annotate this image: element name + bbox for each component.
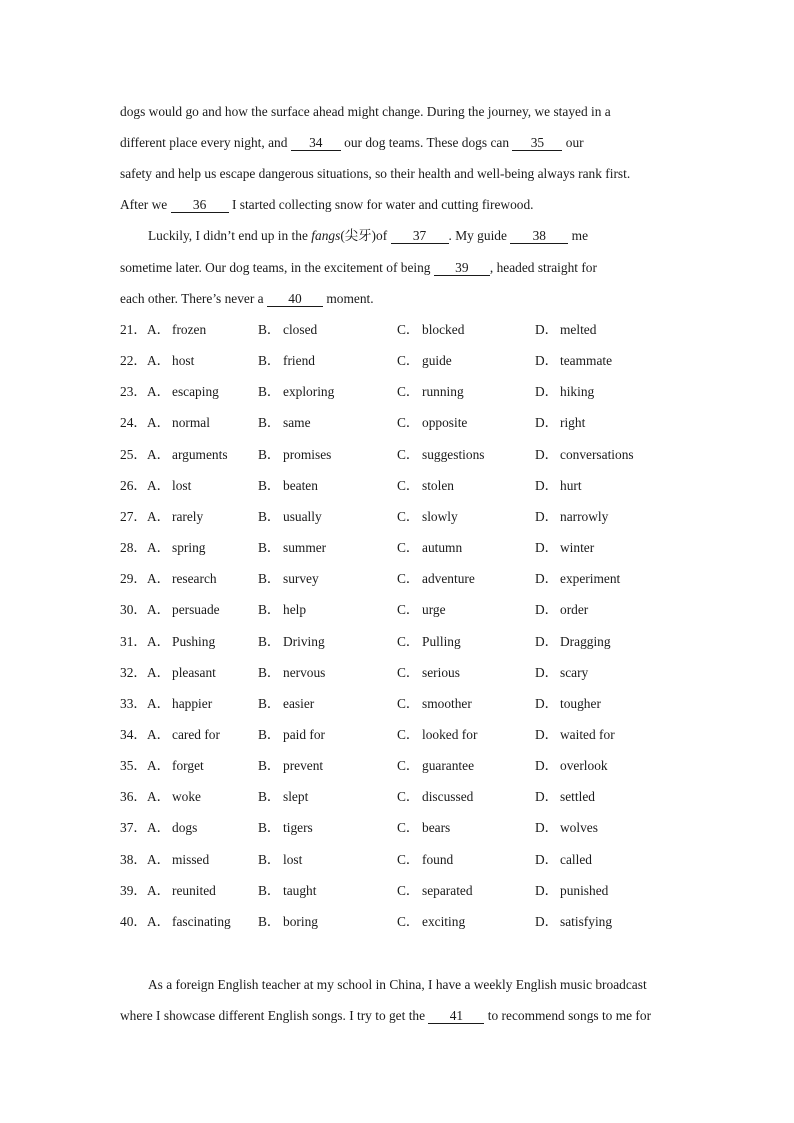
option-c[interactable] bbox=[397, 352, 452, 370]
option-c[interactable] bbox=[397, 477, 454, 495]
question-number: 39． bbox=[120, 883, 147, 898]
option-letter: B． bbox=[258, 509, 281, 524]
option-a[interactable] bbox=[147, 383, 219, 401]
option-b[interactable] bbox=[258, 819, 313, 837]
option-text: serious bbox=[422, 665, 460, 680]
option-text: called bbox=[560, 852, 592, 867]
option-text: help bbox=[283, 602, 307, 617]
option-a[interactable] bbox=[147, 601, 220, 619]
option-d[interactable] bbox=[535, 352, 612, 370]
option-text: separated bbox=[422, 883, 473, 898]
option-letter: A． bbox=[147, 384, 171, 399]
option-b[interactable] bbox=[258, 695, 314, 713]
option-b[interactable] bbox=[258, 446, 331, 464]
option-text: Pushing bbox=[172, 634, 216, 649]
option-text: hiking bbox=[560, 384, 595, 399]
option-a[interactable] bbox=[147, 882, 216, 900]
option-letter: C． bbox=[397, 540, 420, 555]
option-b[interactable] bbox=[258, 601, 306, 619]
option-d[interactable] bbox=[535, 788, 595, 806]
option-d[interactable] bbox=[535, 882, 608, 900]
option-text: suggestions bbox=[422, 447, 485, 462]
option-letter: C． bbox=[397, 665, 420, 680]
option-letter: D． bbox=[535, 852, 559, 867]
option-text: tougher bbox=[560, 696, 601, 711]
option-c[interactable] bbox=[397, 851, 453, 869]
passage-line-3: safety and help us escape dangerous situations, so their health and well-being always rank first. bbox=[120, 166, 631, 181]
option-text: fascinating bbox=[172, 914, 231, 929]
option-a[interactable] bbox=[147, 539, 205, 557]
option-b[interactable] bbox=[258, 757, 323, 775]
option-letter: C． bbox=[397, 727, 420, 742]
option-a[interactable] bbox=[147, 570, 217, 588]
option-text: easier bbox=[283, 696, 315, 711]
option-b[interactable] bbox=[258, 664, 325, 682]
option-text: dogs bbox=[172, 820, 198, 835]
option-letter: B． bbox=[258, 322, 281, 337]
option-text: cared for bbox=[172, 727, 220, 742]
option-b[interactable] bbox=[258, 321, 317, 339]
option-letter: C． bbox=[397, 415, 420, 430]
option-text: running bbox=[422, 384, 464, 399]
option-letter: B． bbox=[258, 696, 281, 711]
option-b[interactable] bbox=[258, 882, 316, 900]
option-d[interactable] bbox=[535, 477, 582, 495]
option-text: lost bbox=[283, 852, 303, 867]
option-letter: B． bbox=[258, 447, 281, 462]
option-text: lost bbox=[172, 478, 192, 493]
option-letter: C． bbox=[397, 478, 420, 493]
option-c[interactable] bbox=[397, 913, 465, 931]
option-text: boring bbox=[283, 914, 318, 929]
option-letter: C． bbox=[397, 602, 420, 617]
option-letter: A． bbox=[147, 634, 171, 649]
blank-37[interactable]: 37 bbox=[391, 229, 449, 244]
option-a[interactable] bbox=[147, 851, 209, 869]
option-letter: B． bbox=[258, 883, 281, 898]
option-text: normal bbox=[172, 415, 210, 430]
option-a[interactable] bbox=[147, 913, 231, 931]
option-text: punished bbox=[560, 883, 609, 898]
option-letter: D． bbox=[535, 602, 559, 617]
option-letter: D． bbox=[535, 384, 559, 399]
option-text: smoother bbox=[422, 696, 472, 711]
option-letter: C． bbox=[397, 384, 420, 399]
option-letter: D． bbox=[535, 883, 559, 898]
option-letter: D． bbox=[535, 478, 559, 493]
option-text: scary bbox=[560, 665, 589, 680]
option-a[interactable] bbox=[147, 819, 197, 837]
option-letter: C． bbox=[397, 447, 420, 462]
option-text: found bbox=[422, 852, 454, 867]
option-b[interactable] bbox=[258, 414, 311, 432]
option-c[interactable] bbox=[397, 570, 475, 588]
option-letter: C． bbox=[397, 509, 420, 524]
option-text: research bbox=[172, 571, 217, 586]
option-text: survey bbox=[283, 571, 319, 586]
option-d[interactable] bbox=[535, 321, 596, 339]
option-c[interactable] bbox=[397, 664, 460, 682]
option-text: Driving bbox=[283, 634, 325, 649]
option-d[interactable] bbox=[535, 446, 634, 464]
option-text: looked for bbox=[422, 727, 478, 742]
option-d[interactable] bbox=[535, 695, 601, 713]
option-c[interactable] bbox=[397, 539, 462, 557]
option-text: blocked bbox=[422, 322, 465, 337]
option-text: same bbox=[283, 415, 311, 430]
option-a[interactable] bbox=[147, 757, 204, 775]
blank-40[interactable]: 40 bbox=[267, 292, 323, 307]
option-d[interactable] bbox=[535, 414, 585, 432]
option-a[interactable] bbox=[147, 788, 201, 806]
question-number: 30． bbox=[120, 602, 147, 617]
option-letter: A． bbox=[147, 478, 171, 493]
option-letter: A． bbox=[147, 540, 171, 555]
option-text: taught bbox=[283, 883, 317, 898]
option-d[interactable] bbox=[535, 757, 608, 775]
option-letter: B． bbox=[258, 727, 281, 742]
blank-34[interactable]: 34 bbox=[291, 136, 341, 151]
option-text: discussed bbox=[422, 789, 474, 804]
passage-line-6: sometime later. Our dog teams, in the excitement of being 39 , headed straight for bbox=[120, 260, 597, 275]
question-number: 25． bbox=[120, 447, 147, 462]
option-text: guide bbox=[422, 353, 452, 368]
question-number: 21． bbox=[120, 322, 147, 337]
option-c[interactable] bbox=[397, 446, 485, 464]
passage-line-1: dogs would go and how the surface ahead might change. During the journey, we stayed in a bbox=[120, 104, 611, 119]
option-text: conversations bbox=[560, 447, 634, 462]
option-c[interactable] bbox=[397, 788, 473, 806]
option-letter: D． bbox=[535, 415, 559, 430]
fangs-word: fangs bbox=[311, 228, 341, 243]
option-text: teammate bbox=[560, 353, 613, 368]
option-letter: A． bbox=[147, 883, 171, 898]
option-letter: D． bbox=[535, 727, 559, 742]
option-text: woke bbox=[172, 789, 202, 804]
option-letter: B． bbox=[258, 384, 281, 399]
option-d[interactable] bbox=[535, 570, 620, 588]
option-text: stolen bbox=[422, 478, 454, 493]
option-text: hurt bbox=[560, 478, 582, 493]
passage-line-4: After we 36 I started collecting snow for water and cutting firewood. bbox=[120, 197, 534, 212]
option-letter: B． bbox=[258, 634, 281, 649]
option-text: overlook bbox=[560, 758, 608, 773]
option-letter: A． bbox=[147, 509, 171, 524]
option-letter: A． bbox=[147, 571, 171, 586]
option-text: right bbox=[560, 415, 586, 430]
option-letter: C． bbox=[397, 634, 420, 649]
option-text: opposite bbox=[422, 415, 468, 430]
option-text: spring bbox=[172, 540, 206, 555]
blank-38[interactable]: 38 bbox=[510, 229, 568, 244]
option-letter: B． bbox=[258, 789, 281, 804]
option-c[interactable] bbox=[397, 695, 472, 713]
option-text: slowly bbox=[422, 509, 458, 524]
option-letter: B． bbox=[258, 571, 281, 586]
question-number: 26． bbox=[120, 478, 147, 493]
option-d[interactable] bbox=[535, 383, 594, 401]
question-number: 38． bbox=[120, 852, 147, 867]
option-d[interactable] bbox=[535, 601, 588, 619]
option-letter: A． bbox=[147, 665, 171, 680]
option-b[interactable] bbox=[258, 570, 319, 588]
option-text: guarantee bbox=[422, 758, 475, 773]
option-letter: A． bbox=[147, 820, 171, 835]
option-letter: B． bbox=[258, 415, 281, 430]
question-number: 27． bbox=[120, 509, 147, 524]
blank-36[interactable]: 36 bbox=[171, 198, 229, 213]
question-number: 22． bbox=[120, 353, 147, 368]
option-letter: D． bbox=[535, 758, 559, 773]
option-a[interactable] bbox=[147, 695, 212, 713]
option-letter: A． bbox=[147, 727, 171, 742]
option-letter: C． bbox=[397, 820, 420, 835]
blank-39[interactable]: 39 bbox=[434, 261, 490, 276]
option-letter: B． bbox=[258, 540, 281, 555]
option-letter: D． bbox=[535, 789, 559, 804]
question-number: 40． bbox=[120, 914, 147, 929]
option-text: exploring bbox=[283, 384, 335, 399]
option-text: usually bbox=[283, 509, 322, 524]
option-text: frozen bbox=[172, 322, 207, 337]
option-c[interactable] bbox=[397, 508, 458, 526]
option-c[interactable] bbox=[397, 414, 467, 432]
option-text: order bbox=[560, 602, 589, 617]
option-text: escaping bbox=[172, 384, 219, 399]
option-b[interactable] bbox=[258, 788, 308, 806]
option-d[interactable] bbox=[535, 851, 592, 869]
option-text: adventure bbox=[422, 571, 475, 586]
option-b[interactable] bbox=[258, 352, 315, 370]
option-letter: A． bbox=[147, 415, 171, 430]
option-letter: A． bbox=[147, 758, 171, 773]
option-text: paid for bbox=[283, 727, 326, 742]
option-text: happier bbox=[172, 696, 213, 711]
option-text: missed bbox=[172, 852, 210, 867]
option-a[interactable] bbox=[147, 446, 228, 464]
option-text: persuade bbox=[172, 602, 220, 617]
option-text: rarely bbox=[172, 509, 204, 524]
option-c[interactable] bbox=[397, 601, 446, 619]
option-letter: C． bbox=[397, 883, 420, 898]
option-letter: C． bbox=[397, 789, 420, 804]
option-letter: D． bbox=[535, 447, 559, 462]
option-d[interactable] bbox=[535, 508, 608, 526]
option-c[interactable] bbox=[397, 757, 474, 775]
option-letter: B． bbox=[258, 820, 281, 835]
option-text: Pulling bbox=[422, 634, 461, 649]
question-number: 37． bbox=[120, 820, 147, 835]
option-letter: D． bbox=[535, 820, 559, 835]
option-d[interactable] bbox=[535, 633, 611, 651]
option-letter: B． bbox=[258, 353, 281, 368]
option-text: slept bbox=[283, 789, 309, 804]
passage-line-7: each other. There’s never a 40 moment. bbox=[120, 291, 374, 306]
option-d[interactable] bbox=[535, 664, 588, 682]
option-b[interactable] bbox=[258, 508, 322, 526]
option-letter: A． bbox=[147, 447, 171, 462]
question-number: 29． bbox=[120, 571, 147, 586]
option-text: closed bbox=[283, 322, 318, 337]
option-letter: D． bbox=[535, 665, 559, 680]
option-text: melted bbox=[560, 322, 597, 337]
option-text: host bbox=[172, 353, 195, 368]
option-c[interactable] bbox=[397, 819, 450, 837]
option-letter: D． bbox=[535, 696, 559, 711]
option-a[interactable] bbox=[147, 414, 210, 432]
option-letter: D． bbox=[535, 353, 559, 368]
option-letter: D． bbox=[535, 509, 559, 524]
blank-35[interactable]: 35 bbox=[512, 136, 562, 151]
question-number: 28． bbox=[120, 540, 147, 555]
option-letter: C． bbox=[397, 353, 420, 368]
option-b[interactable] bbox=[258, 633, 325, 651]
option-a[interactable] bbox=[147, 726, 220, 744]
option-d[interactable] bbox=[535, 913, 612, 931]
question-number: 24． bbox=[120, 415, 147, 430]
option-d[interactable] bbox=[535, 819, 598, 837]
option-letter: D． bbox=[535, 322, 559, 337]
option-d[interactable] bbox=[535, 726, 615, 744]
option-text: beaten bbox=[283, 478, 318, 493]
option-c[interactable] bbox=[397, 383, 464, 401]
option-text: summer bbox=[283, 540, 327, 555]
option-a[interactable] bbox=[147, 352, 194, 370]
option-a[interactable] bbox=[147, 508, 203, 526]
option-text: bears bbox=[422, 820, 451, 835]
option-letter: B． bbox=[258, 914, 281, 929]
option-b[interactable] bbox=[258, 913, 318, 931]
option-letter: C． bbox=[397, 571, 420, 586]
option-text: waited for bbox=[560, 727, 615, 742]
option-text: arguments bbox=[172, 447, 228, 462]
option-letter: A． bbox=[147, 696, 171, 711]
option-b[interactable] bbox=[258, 539, 326, 557]
question-number: 31． bbox=[120, 634, 147, 649]
option-text: experiment bbox=[560, 571, 621, 586]
passage-line-2: different place every night, and 34 our dog teams. These dogs can 35 our bbox=[120, 135, 584, 150]
question-number: 35． bbox=[120, 758, 147, 773]
fangs-translation: (尖牙) bbox=[340, 228, 377, 243]
option-letter: A． bbox=[147, 914, 171, 929]
question-number: 34． bbox=[120, 727, 147, 742]
question-number: 33． bbox=[120, 696, 147, 711]
option-a[interactable] bbox=[147, 633, 215, 651]
option-c[interactable] bbox=[397, 882, 473, 900]
passage2-line-1: As a foreign English teacher at my school in China, I have a weekly English music broadcast bbox=[148, 977, 647, 992]
option-letter: D． bbox=[535, 634, 559, 649]
blank-41[interactable]: 41 bbox=[428, 1009, 484, 1024]
option-text: narrowly bbox=[560, 509, 609, 524]
option-text: pleasant bbox=[172, 665, 216, 680]
option-c[interactable] bbox=[397, 321, 464, 339]
option-b[interactable] bbox=[258, 851, 302, 869]
option-letter: C． bbox=[397, 696, 420, 711]
option-letter: B． bbox=[258, 852, 281, 867]
question-number: 36． bbox=[120, 789, 147, 804]
option-letter: B． bbox=[258, 665, 281, 680]
option-letter: A． bbox=[147, 602, 171, 617]
option-a[interactable] bbox=[147, 477, 191, 495]
option-letter: A． bbox=[147, 353, 171, 368]
option-text: satisfying bbox=[560, 914, 613, 929]
option-c[interactable] bbox=[397, 726, 477, 744]
option-text: urge bbox=[422, 602, 446, 617]
option-b[interactable] bbox=[258, 383, 334, 401]
option-letter: D． bbox=[535, 914, 559, 929]
option-b[interactable] bbox=[258, 477, 318, 495]
option-text: reunited bbox=[172, 883, 216, 898]
option-letter: B． bbox=[258, 478, 281, 493]
passage2-line-2: where I showcase different English songs. I try to get the 41 to recommend songs to me for bbox=[120, 1008, 652, 1023]
option-letter: A． bbox=[147, 322, 171, 337]
passage-line-5: Luckily, I didn’t end up in the fangs(尖牙)of 37 . My guide 38 me bbox=[148, 228, 589, 243]
option-b[interactable] bbox=[258, 726, 325, 744]
option-text: winter bbox=[560, 540, 595, 555]
option-text: prevent bbox=[283, 758, 324, 773]
option-letter: B． bbox=[258, 758, 281, 773]
option-d[interactable] bbox=[535, 539, 594, 557]
option-text: tigers bbox=[283, 820, 313, 835]
option-a[interactable] bbox=[147, 664, 216, 682]
option-letter: A． bbox=[147, 852, 171, 867]
question-number: 23． bbox=[120, 384, 147, 399]
option-letter: C． bbox=[397, 758, 420, 773]
option-text: autumn bbox=[422, 540, 463, 555]
option-c[interactable] bbox=[397, 633, 461, 651]
option-text: exciting bbox=[422, 914, 466, 929]
option-letter: D． bbox=[535, 571, 559, 586]
option-text: forget bbox=[172, 758, 204, 773]
option-text: Dragging bbox=[560, 634, 611, 649]
option-text: wolves bbox=[560, 820, 598, 835]
option-letter: C． bbox=[397, 852, 420, 867]
option-text: settled bbox=[560, 789, 595, 804]
option-text: friend bbox=[283, 353, 315, 368]
option-letter: A． bbox=[147, 789, 171, 804]
option-a[interactable] bbox=[147, 321, 206, 339]
option-text: promises bbox=[283, 447, 332, 462]
option-text: nervous bbox=[283, 665, 326, 680]
question-number: 32． bbox=[120, 665, 147, 680]
option-letter: D． bbox=[535, 540, 559, 555]
option-letter: C． bbox=[397, 914, 420, 929]
option-letter: C． bbox=[397, 322, 420, 337]
option-letter: B． bbox=[258, 602, 281, 617]
